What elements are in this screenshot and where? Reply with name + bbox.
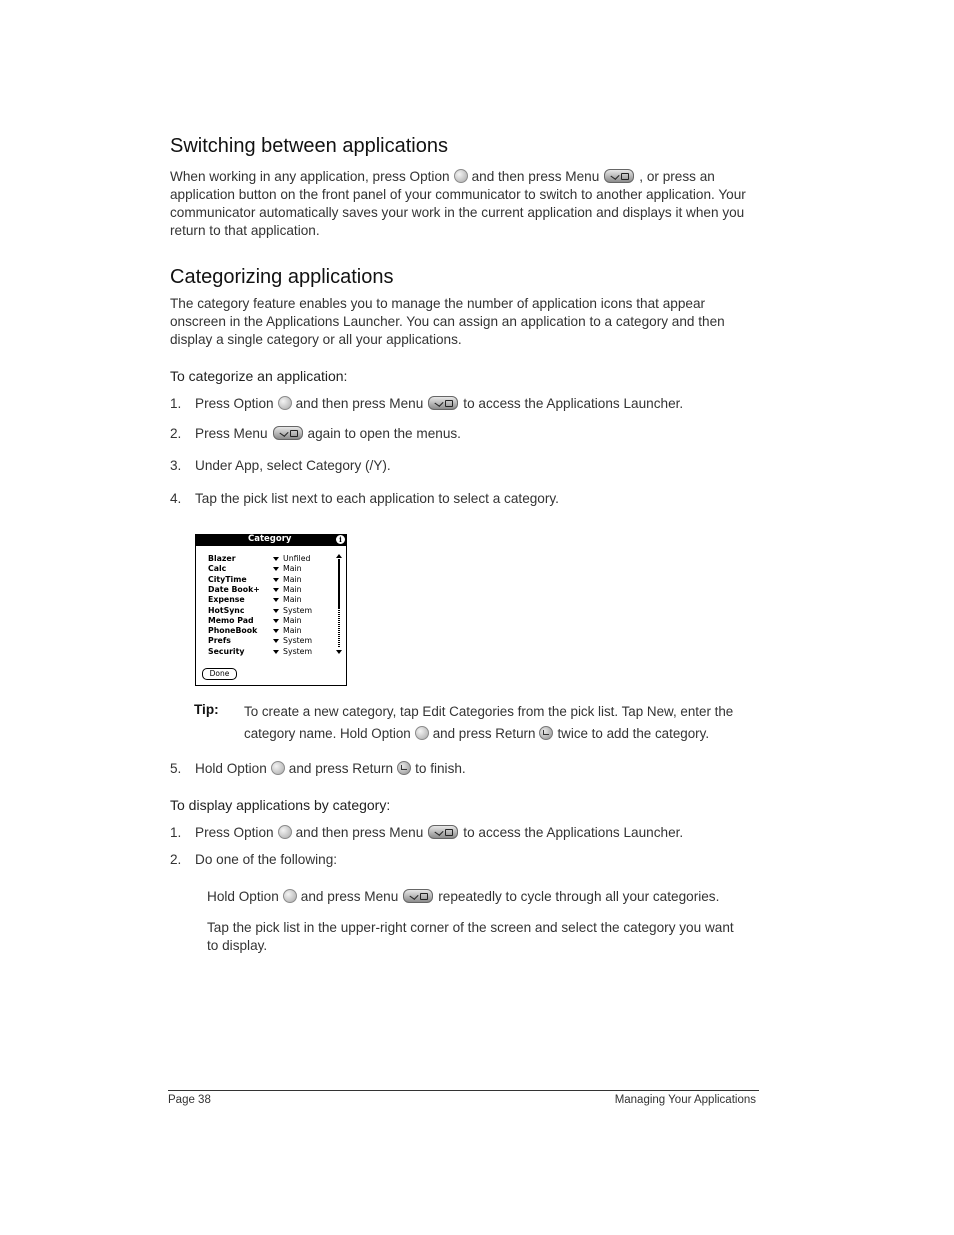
switching-line-4: return to that application. [170, 223, 320, 238]
menu-button-icon [428, 825, 458, 839]
display-step-1 [195, 825, 683, 840]
app-name: Blazer [208, 554, 236, 563]
text: Press Option [195, 396, 274, 411]
done-button[interactable]: Done [202, 668, 237, 680]
list-item [208, 575, 333, 585]
category-screen-screenshot [195, 534, 347, 686]
categorize-step-5 [195, 761, 466, 776]
list-item [208, 636, 333, 646]
switching-line-2: application button on the front panel of your communicator to switch to another application. Your [170, 187, 746, 202]
menu-button-icon [273, 426, 303, 440]
categorize-procedure-heading: To categorize an application: [170, 368, 348, 384]
list-item [208, 564, 333, 574]
tip-label: Tip: [194, 702, 219, 717]
switching-line-1 [170, 169, 715, 184]
app-category[interactable]: Main [283, 574, 302, 584]
option-button-icon [415, 726, 429, 740]
text: and press Return [432, 726, 536, 741]
scroll-track[interactable] [338, 610, 340, 648]
page-number: Page 38 [168, 1094, 211, 1106]
app-category[interactable]: Main [283, 584, 302, 594]
categorizing-line-2: onscreen in the Applications Launcher. You can assign an application to a category and then [170, 314, 725, 329]
list-item [208, 595, 333, 605]
text: and then press Menu [471, 169, 600, 184]
pick-list-arrow-icon[interactable] [273, 578, 279, 582]
category-title: Category [248, 534, 292, 544]
menu-button-icon [403, 889, 433, 903]
app-name: PhoneBook [208, 626, 258, 636]
pick-list-arrow-icon[interactable] [273, 619, 279, 623]
text: When working in any application, press Option [170, 169, 450, 184]
text: and then press Menu [295, 825, 424, 840]
tip-line-2 [244, 723, 764, 745]
app-category[interactable]: System [283, 636, 313, 646]
text: Press Option [195, 825, 274, 840]
text: Hold Option [195, 761, 267, 776]
menu-button-icon [604, 169, 634, 183]
category-title-bar [196, 535, 346, 546]
app-name: Security [208, 646, 245, 656]
switching-line-3: communicator automatically saves your work in the current application and displays it when you [170, 205, 745, 220]
section-title-categorizing: Categorizing applications [170, 266, 394, 288]
list-item [208, 585, 333, 595]
option-button-icon [454, 169, 468, 183]
app-name: Expense [208, 595, 245, 605]
list-item [208, 616, 333, 626]
text: repeatedly to cycle through all your categories. [438, 889, 720, 904]
categorizing-line-1: The category feature enables you to manage the number of application icons that appear [170, 296, 706, 311]
scrollbar[interactable] [337, 554, 341, 657]
chapter-title: Managing Your Applications [614, 1094, 756, 1106]
text: category name. Hold Option [244, 726, 411, 741]
list-item [208, 647, 333, 657]
pick-list-arrow-icon[interactable] [273, 588, 279, 592]
info-icon[interactable]: i [336, 535, 345, 544]
text: to access the Applications Launcher. [463, 396, 684, 411]
option-button-icon [278, 825, 292, 839]
categorize-step-1 [195, 396, 683, 411]
scroll-down-arrow-icon[interactable] [336, 650, 342, 654]
app-name: Date Book+ [208, 584, 260, 594]
tip-line-1: To create a new category, tap Edit Categories from the pick list. Tap New, enter the [244, 704, 734, 719]
pick-list-arrow-icon[interactable] [273, 639, 279, 643]
app-name: Memo Pad [208, 615, 254, 625]
pick-list-arrow-icon[interactable] [273, 609, 279, 613]
tip-text [244, 701, 764, 745]
text: and press Return [288, 761, 394, 776]
app-category[interactable]: Unfiled [283, 554, 311, 563]
text: and then press Menu [295, 396, 424, 411]
text: Press Menu [195, 426, 268, 441]
categorize-step-2 [195, 426, 461, 441]
text: Hold Option [207, 889, 279, 904]
section-title-switching: Switching between applications [170, 135, 448, 157]
scroll-up-arrow-icon[interactable] [336, 554, 342, 558]
app-category[interactable]: System [283, 646, 313, 656]
display-option-2-line-2: to display. [207, 938, 268, 953]
step-number: 2. [170, 426, 182, 441]
app-category[interactable]: System [283, 605, 313, 615]
app-name: Prefs [208, 636, 231, 646]
menu-button-icon [428, 396, 458, 410]
text: to finish. [415, 761, 466, 776]
option-button-icon [278, 396, 292, 410]
text: to access the Applications Launcher. [463, 825, 684, 840]
return-button-icon [539, 726, 553, 740]
step-number: 2. [170, 852, 182, 867]
app-name: Calc [208, 564, 227, 574]
app-category[interactable]: Main [283, 564, 302, 574]
app-category[interactable]: Main [283, 615, 302, 625]
return-button-icon [397, 761, 411, 775]
scroll-thumb[interactable] [338, 559, 340, 609]
option-button-icon [283, 889, 297, 903]
option-button-icon [271, 761, 285, 775]
categorize-step-4: Tap the pick list next to each application to select a category. [195, 491, 559, 506]
pick-list-arrow-icon[interactable] [273, 557, 279, 561]
app-category[interactable]: Main [283, 595, 302, 605]
step-number: 4. [170, 491, 182, 506]
step-number: 1. [170, 396, 182, 411]
pick-list-arrow-icon[interactable] [273, 567, 279, 571]
categorize-step-3: Under App, select Category (/Y). [195, 458, 391, 473]
pick-list-arrow-icon[interactable] [273, 629, 279, 633]
display-step-2: Do one of the following: [195, 852, 338, 867]
footer-divider [168, 1090, 759, 1091]
display-option-2-line-1: Tap the pick list in the upper-right corner of the screen and select the category you want [207, 920, 734, 935]
app-name: HotSync [208, 605, 245, 615]
list-item [208, 606, 333, 616]
list-item [208, 626, 333, 636]
step-number: 1. [170, 825, 182, 840]
display-option-1 [207, 889, 719, 904]
text: again to open the menus. [307, 426, 461, 441]
app-name: CityTime [208, 574, 247, 584]
pick-list-arrow-icon[interactable] [273, 650, 279, 654]
text: , or press an [639, 169, 715, 184]
app-category[interactable]: Main [283, 626, 302, 636]
step-number: 5. [170, 761, 182, 776]
display-procedure-heading: To display applications by category: [170, 797, 391, 813]
text: and press Menu [300, 889, 399, 904]
categorizing-line-3: display a single category or all your applications. [170, 332, 462, 347]
step-number: 3. [170, 458, 182, 473]
pick-list-arrow-icon[interactable] [273, 598, 279, 602]
text: twice to add the category. [557, 726, 710, 741]
list-item [208, 554, 333, 564]
